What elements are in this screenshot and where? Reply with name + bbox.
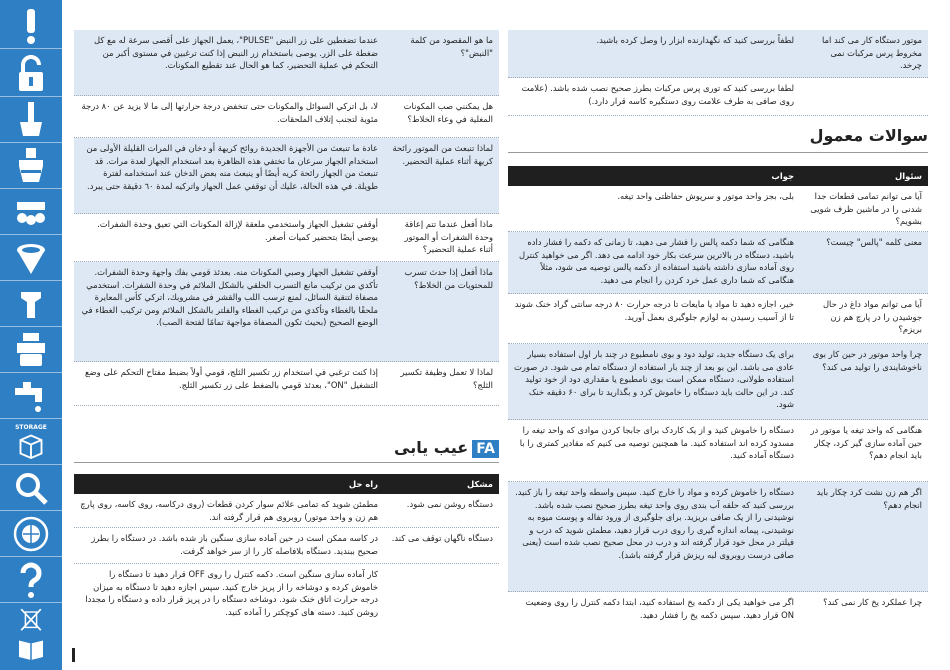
troubleshooting-title: عیب یابی — [394, 438, 469, 457]
question-cell: ماذا أفعل إذا حدث تسرب للمحتويات من الخلاط؟ — [404, 267, 493, 290]
question-cell: لماذا لا تعمل وظيفة تكسير الثلج؟ — [400, 367, 493, 390]
answer-cell: بلی، بجز واحد موتور و سرپوش حفاظتی واحد تیغه. — [617, 191, 794, 201]
grinder-icon[interactable] — [8, 190, 54, 234]
page-marker — [72, 648, 75, 662]
question-cell: معنی کلمه "پالس" چیست؟ — [826, 237, 922, 247]
answer-cell: هنگامی که شما دکمه پالس را فشار می دهید، تا زمانی که دکمه را فشار داده باشید، دستگاه در بالاترین سرعت بکار خود ادامه می دهد. اگر می خواهید کنترل روی آماده سازی داشته باشید استفاده از دکمه پالس توصیه می شود، مثلاً هنگامی که شما داری عمل خرد کردن را انجام می دهید. — [518, 237, 794, 285]
table-row — [508, 78, 928, 116]
table-row — [74, 362, 499, 406]
table-row — [74, 96, 499, 138]
faq-title: سوالات معمول — [809, 126, 928, 145]
solution-cell: لطفاً بررسی کنید که نگهدارنده ابزار را وصل کرده باشید. — [596, 35, 794, 45]
answer-cell: عندما تضغطين على زر النبض "PULSE"، يعمل الجهاز على أقصى سرعة له مع كل ضغطة على الزر. يوصى باستخدام زر النبض إذا كنت ترغبين في مستوى أكبر من التحكم في عملية التحضير، كما هو الحال عند تقطيع المكونات. — [94, 35, 378, 70]
storage-label: STORAGE — [15, 423, 47, 431]
problem-cell: موتور دستگاه کار می کند اما مخروط پرس مرکبات نمی چرخد. — [822, 35, 922, 70]
table-row — [74, 262, 499, 362]
world-wide-guarantee-icon[interactable] — [8, 512, 54, 556]
answer-cell: برای یک دستگاه جدید، تولید دود و بوی نامطبوع در چند بار اول استفاده بسیار عادی می باشد. این بو بعد از چند بار استفاده از دستگاه تمام می شود. در صورت استفاده طولانی، دستگاه ممکن است بوی نامطبوع یا مقداری دود از خود تولید کند. در این حالت باید دستگاه را خاموش کرد و بگذارید تا برای ۶۰ دقیقه خنک شود. — [514, 349, 794, 409]
answer-cell: دستگاه را خاموش کرده و مواد را خارج کنید. سپس واسطه واحد تیغه را باز کنید. بررسی کنید که حلقه آب بندی روی واحد تیغه بطرز صحیح نصب شده باشد. نوشیدنی را از یک صافی بریزید. برای جلوگیری از ورود تفاله و پوست میوه به نوشیدنی، پیمانه اندازه گیری را روی درب قرار دهید، مطمئن شوید که درب و فیلتر در محل خود قرار گرفته اند و درب در محل صحیح نصب شده است (یعنی صافی درست روبروی لبه ریزش قرار گرفته باشد). — [515, 487, 794, 560]
citrus-press-icon[interactable] — [8, 282, 54, 326]
problem-cell: دستگاه ناگهان توقف می کند. — [391, 533, 493, 543]
question-cell: لماذا تنبعث من الموتور رائحة كريهة أثناء عملية التحضير. — [392, 143, 493, 166]
chopper-icon[interactable] — [8, 144, 54, 188]
answer-cell: إذا كنت ترغبي في استخدام زر تكسير الثلج، قومي أولاً بضبط مفتاح التحكم على وضع التشغيل "ON"، بعدئذ قومي بالضغط على زر تكسير الثلج. — [85, 367, 378, 390]
table-row — [508, 482, 928, 592]
problem-cell — [800, 78, 928, 115]
mixer-attachment-icon[interactable] — [8, 236, 54, 280]
answer-cell: أوقفي تشغيل الجهاز وصبي المكونات منه. بعدئذ قومي بفك واجهة وحدة الشفرات. تأكدي من تركيب مانع التسرب الحلقي بالشكل الملائم في وحدة الشفرات. استخدمي مصفاة لتنقية السائل، لمنع ترسب اللب والقشر في مشروبك، اتركي كأس المعايرة ملحقًا بالغطاء وتأكدي من تركيب الغطاء والفلتر بالشكل الملائم ومن تركيب الغطاء في الوضع الصحيح (بحيث تكون المصفاة مواجهة تمامًا لفتحة الصب). — [81, 267, 378, 327]
question-icon[interactable] — [8, 558, 54, 602]
table-row — [508, 344, 928, 420]
answer-cell: لا، بل اتركي السوائل والمكونات حتى تنخفض درجة حرارتها إلى ما لا يزيد عن ٨٠ درجة مئوية لتجنب إتلاف الملحقات. — [81, 101, 378, 124]
answer-cell: دستگاه را خاموش کنید و از یک کاردک برای جابجا کردن موادی که واحد تیغه را مسدود کرده اند استفاده کنید. ما همچنین توصیه می کنیم که مقادیر کمتری را با دستگاه آماده کنید. — [519, 425, 794, 460]
question-cell: ماذا أفعل عندما تتم إعاقة وحدة الشفرات أو الموتور أثناء عملية التحضير؟ — [404, 219, 493, 254]
faucet-icon[interactable] — [8, 374, 54, 418]
table-header — [74, 474, 499, 494]
table-row — [74, 138, 499, 214]
arabic-faq-table — [74, 30, 499, 406]
question-cell: ما هو المقصود من كلمة "النبض"؟ — [410, 35, 493, 58]
table-row — [508, 232, 928, 294]
solution-cell: کار آماده سازی سنگین است. دکمه کنترل را روی OFF قرار دهید تا دستگاه را خاموش کرده و دوشاخه را از پریز خارج کنید. سپس اجازه دهید تا دستگاه به میزان درجه حرارت اتاق خنک شود. دوشاخه دستگاه را در پریز قرار داده و دستگاه را مجددا روشن کنید. دسته های کوچکتر را آماده کنید. — [85, 569, 378, 617]
question-cell: چرا عملکرد یخ کار نمی کند؟ — [823, 597, 922, 607]
column-header-question: سئوال — [894, 171, 922, 181]
table-row — [74, 30, 499, 96]
language-badge: FA — [472, 440, 499, 458]
question-cell: آیا می توانم تمامی قطعات جدا شدنی را در ماشین ظرف شویی بشویم؟ — [810, 191, 922, 226]
solution-cell: لطفا بررسی کنید که توری پرس مرکبات بطرز صحیح نصب شده باشد. (علامت روی صافی به طرف علامت روی دستگیره کاسه قرار دارد.) — [521, 83, 794, 106]
solution-cell: مطمئن شوید که تمامی علائم سوار کردن قطعات (روی درکاسه، روی کاسه، روی پارچ هم زن و واحد موتور) روبروی هم قرار گرفته اند. — [80, 499, 378, 522]
food-processor-icon[interactable] — [8, 328, 54, 372]
solution-cell: در کاسه ممکن است در حین آماده سازی سنگین باز شده باشد. در دستگاه را بطرز صحیح ببندید. دستگاه بلافاصله کار را از سر خواهد گرفت. — [91, 533, 378, 556]
problem-cell: دستگاه روشن نمی شود. — [406, 499, 493, 509]
book-icon[interactable] — [8, 630, 54, 666]
table-row — [508, 592, 928, 626]
question-cell: آیا می توانم مواد داغ در حال جوشیدن را در پارچ هم زن بریزم؟ — [822, 299, 922, 334]
table-row — [74, 494, 499, 528]
column-header-problem: مشکل — [466, 479, 493, 489]
question-cell: هل يمكنني صب المكونات المغلية في وعاء الخلاط؟ — [403, 101, 493, 124]
problem-cell — [384, 564, 499, 624]
answer-cell: عادة ما تنبعث من الأجهزة الجديدة روائح كريهة أو دخان في المرات القليلة الأولى من استخدام الجهاز سرعان ما تختفي هذه الظاهرة بعد استخدام الجهاز لعدة مرات. قد تنبعث من الجهاز رائحة كريه أيضًا أو ينبعث منه بعض الدخان عند استخدامه لفترة طويلة. في هذه الحالة، عليك أن توقفي عمل الجهاز واتركيه لمدة ٦٠ دقيقة حتى يبرد. — [86, 143, 378, 191]
troubleshooting-heading — [380, 438, 499, 458]
table-row — [74, 564, 499, 624]
answer-cell: خیر، اجازه دهید تا مواد یا مایعات تا درجه حرارت ۸۰ درجه سانتی گراد خنک شوند تا از آسیب رسیدن به لوازم جلوگیری بعمل آورید. — [514, 299, 794, 322]
question-cell: هنگامی که واحد تیغه یا موتور در حین آماده سازی گیر کرد، چکار باید انجام دهم؟ — [810, 425, 922, 460]
question-cell: اگر هم زن نشت کرد چکار باید انجام دهم؟ — [816, 487, 922, 510]
faq-table — [508, 166, 928, 626]
column-header-solution: راه حل — [348, 479, 378, 489]
icon-sidebar — [0, 0, 62, 670]
table-row — [508, 186, 928, 232]
answer-cell: أوقفي تشغيل الجهاز واستخدمي ملعقة لإزالة المكونات التي تعيق وحدة الشفرات. يوصى أيضًا بتحضير كميات أصغر. — [97, 219, 378, 242]
table-row — [74, 214, 499, 262]
answer-cell: اگر می خواهید یکی از دکمه یخ استفاده کنید، ابتدا دکمه کنترل را روی وضعیت ON قرار دهید. سپس دکمه یخ را فشار دهید. — [525, 597, 794, 620]
troubleshooting-continued-table — [508, 30, 928, 116]
table-row — [508, 30, 928, 78]
column-header-answer: جواب — [771, 171, 794, 181]
blender-icon[interactable] — [8, 98, 54, 142]
troubleshooting-table — [74, 474, 499, 624]
table-row — [74, 528, 499, 564]
table-row — [508, 294, 928, 344]
table-row — [508, 420, 928, 482]
table-header — [508, 166, 928, 186]
lock-icon[interactable] — [8, 52, 54, 96]
question-cell: چرا واحد موتور در حین کار بوی ناخوشایندی را تولید می کند؟ — [812, 349, 922, 372]
storage-box-icon[interactable] — [8, 420, 54, 464]
search-magnifier-icon[interactable] — [8, 466, 54, 510]
warning-icon[interactable] — [8, 4, 54, 48]
